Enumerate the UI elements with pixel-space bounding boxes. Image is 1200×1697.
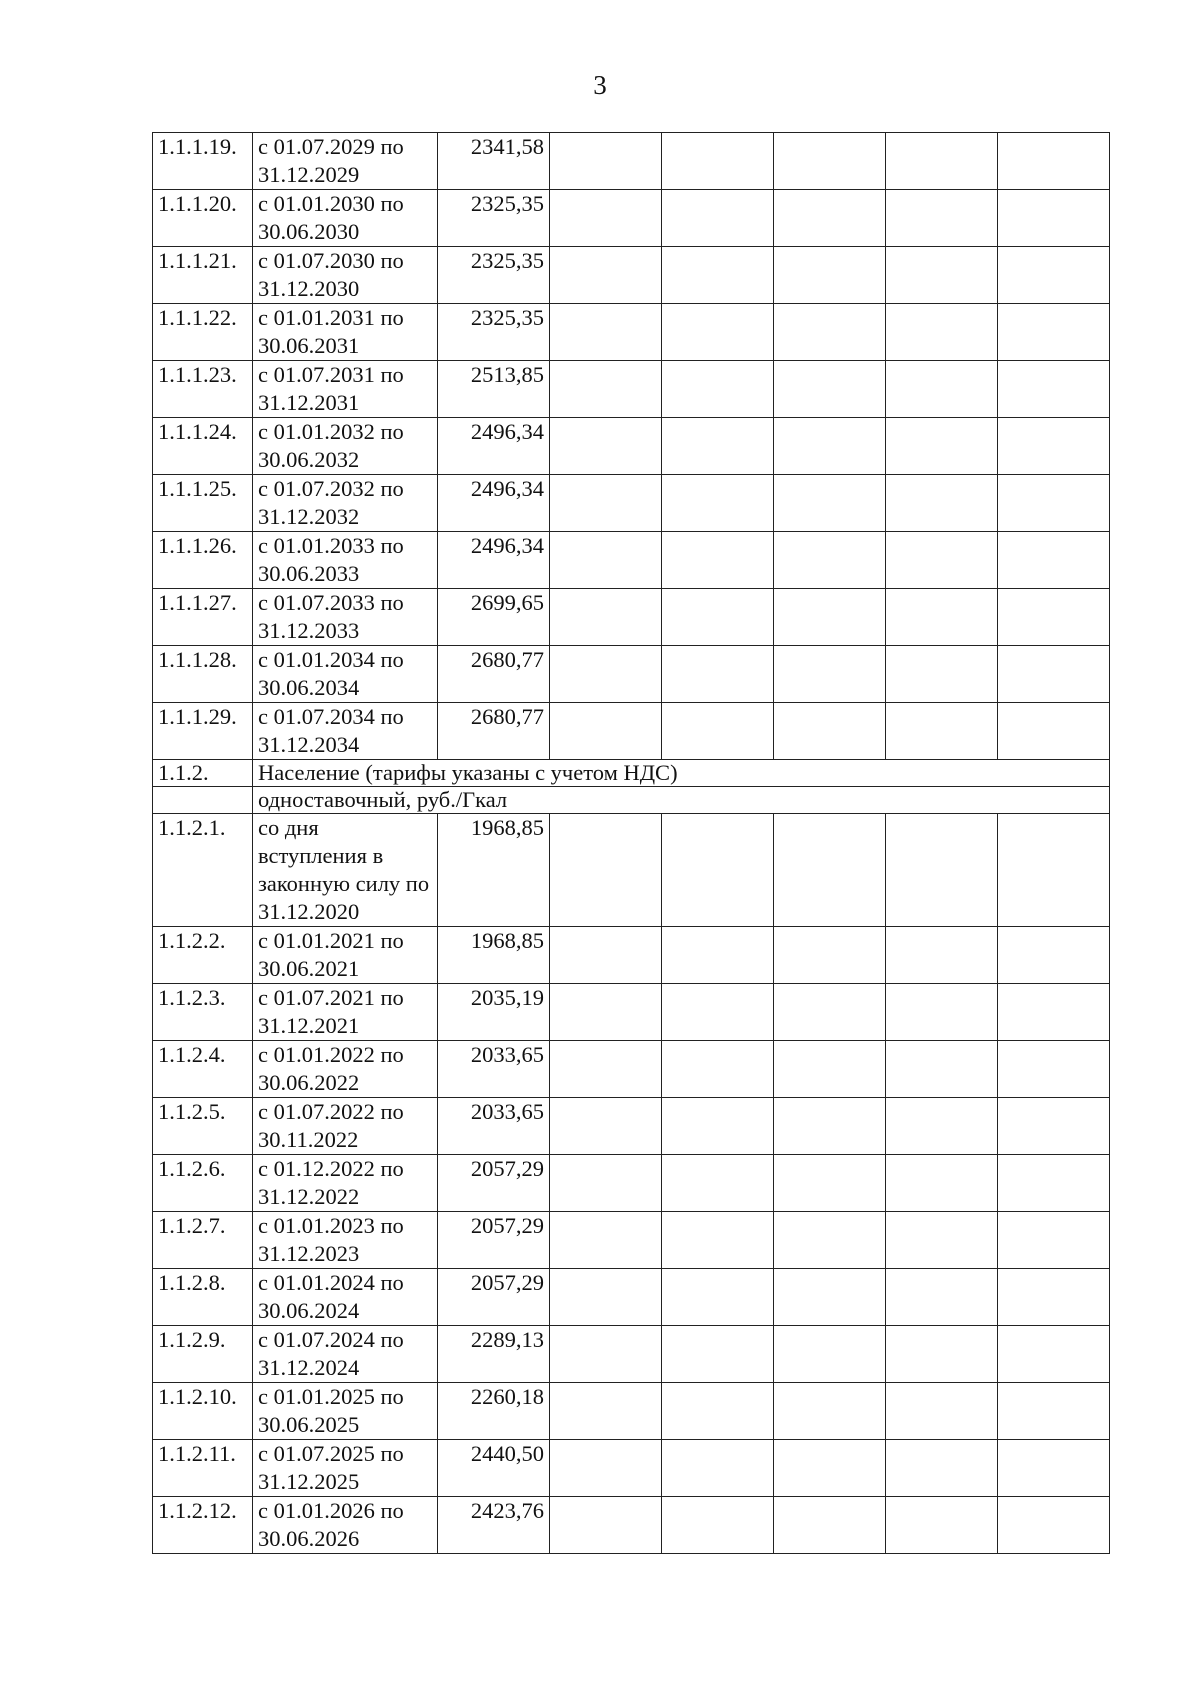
empty-cell	[774, 1497, 886, 1554]
table-row	[153, 418, 1110, 475]
row-value: 2057,29	[438, 1269, 550, 1326]
page-number: 3	[593, 70, 607, 100]
empty-cell	[998, 1497, 1110, 1554]
row-value: 2033,65	[438, 1098, 550, 1155]
empty-cell	[774, 190, 886, 247]
row-period: с 01.07.2021 по 31.12.2021	[253, 984, 438, 1041]
empty-cell	[998, 247, 1110, 304]
empty-cell	[662, 1383, 774, 1440]
empty-cell	[774, 703, 886, 760]
table-row	[153, 475, 1110, 532]
tariff-rows-part-a	[153, 133, 1110, 760]
row-value: 2035,19	[438, 984, 550, 1041]
table-row	[153, 1497, 1110, 1554]
empty-cell	[774, 646, 886, 703]
row-period: с 01.07.2031 по 31.12.2031	[253, 361, 438, 418]
empty-cell	[998, 927, 1110, 984]
empty-cell	[774, 247, 886, 304]
row-period: с 01.07.2030 по 31.12.2030	[253, 247, 438, 304]
empty-cell	[998, 133, 1110, 190]
empty-cell	[998, 1041, 1110, 1098]
empty-cell	[550, 133, 662, 190]
row-value: 2423,76	[438, 1497, 550, 1554]
empty-cell	[998, 190, 1110, 247]
table-row	[153, 1041, 1110, 1098]
empty-cell	[998, 1383, 1110, 1440]
row-period: с 01.01.2026 по 30.06.2026	[253, 1497, 438, 1554]
row-value: 2699,65	[438, 589, 550, 646]
row-value: 2325,35	[438, 190, 550, 247]
empty-cell	[662, 304, 774, 361]
empty-cell	[662, 418, 774, 475]
empty-cell	[550, 361, 662, 418]
empty-cell	[662, 532, 774, 589]
table-row	[153, 1383, 1110, 1440]
empty-cell	[550, 927, 662, 984]
row-value: 2325,35	[438, 247, 550, 304]
row-value: 2260,18	[438, 1383, 550, 1440]
table-row	[153, 814, 1110, 927]
empty-cell	[886, 589, 998, 646]
empty-cell	[998, 984, 1110, 1041]
empty-cell	[550, 1326, 662, 1383]
empty-cell	[774, 1269, 886, 1326]
empty-cell	[886, 814, 998, 927]
empty-cell	[550, 703, 662, 760]
row-number: 1.1.1.29.	[153, 703, 253, 760]
row-value: 2341,58	[438, 133, 550, 190]
row-value: 2496,34	[438, 475, 550, 532]
empty-cell	[886, 927, 998, 984]
empty-cell	[662, 589, 774, 646]
row-number: 1.1.1.23.	[153, 361, 253, 418]
empty-cell	[774, 984, 886, 1041]
empty-cell	[774, 1098, 886, 1155]
empty-cell	[774, 361, 886, 418]
table-row	[153, 1440, 1110, 1497]
row-value: 2680,77	[438, 646, 550, 703]
empty-cell	[886, 646, 998, 703]
empty-cell	[886, 1269, 998, 1326]
empty-cell	[662, 1497, 774, 1554]
empty-cell	[886, 1098, 998, 1155]
empty-cell	[550, 1212, 662, 1269]
row-value: 2033,65	[438, 1041, 550, 1098]
empty-cell	[998, 1269, 1110, 1326]
empty-cell	[774, 1212, 886, 1269]
empty-cell	[998, 703, 1110, 760]
row-number: 1.1.1.19.	[153, 133, 253, 190]
row-period: с 01.07.2024 по 31.12.2024	[253, 1326, 438, 1383]
tariff-rows-part-b	[153, 927, 1110, 1554]
empty-cell	[886, 133, 998, 190]
row-number: 1.1.2.11.	[153, 1440, 253, 1497]
table-row	[153, 361, 1110, 418]
table-row	[153, 532, 1110, 589]
empty-cell	[774, 814, 886, 927]
row-period: с 01.12.2022 по 31.12.2022	[253, 1155, 438, 1212]
row-period: с 01.01.2025 по 30.06.2025	[253, 1383, 438, 1440]
row-number: 1.1.1.20.	[153, 190, 253, 247]
empty-cell	[774, 1041, 886, 1098]
empty-cell	[998, 418, 1110, 475]
empty-cell	[886, 1383, 998, 1440]
row-value: 2680,77	[438, 703, 550, 760]
row-number: 1.1.2.2.	[153, 927, 253, 984]
empty-cell	[774, 589, 886, 646]
empty-cell	[662, 1326, 774, 1383]
empty-cell	[886, 1155, 998, 1212]
row-number: 1.1.1.21.	[153, 247, 253, 304]
empty-cell	[774, 1440, 886, 1497]
table-row	[153, 133, 1110, 190]
row-period: с 01.01.2034 по 30.06.2034	[253, 646, 438, 703]
empty-cell	[998, 1212, 1110, 1269]
empty-cell	[662, 927, 774, 984]
row-value: 2513,85	[438, 361, 550, 418]
empty-cell	[998, 1098, 1110, 1155]
table-row	[153, 1155, 1110, 1212]
empty-cell	[662, 133, 774, 190]
empty-cell	[550, 1098, 662, 1155]
empty-cell	[662, 646, 774, 703]
empty-cell	[550, 1440, 662, 1497]
empty-cell	[550, 418, 662, 475]
row-number: 1.1.2.12.	[153, 1497, 253, 1554]
empty-cell	[662, 361, 774, 418]
empty-cell	[774, 1326, 886, 1383]
empty-cell	[550, 646, 662, 703]
empty-cell	[662, 475, 774, 532]
row-number: 1.1.1.22.	[153, 304, 253, 361]
empty-cell	[886, 1041, 998, 1098]
empty-cell	[998, 304, 1110, 361]
empty-cell	[998, 814, 1110, 927]
row-number: 1.1.2.10.	[153, 1383, 253, 1440]
row-number: 1.1.2.4.	[153, 1041, 253, 1098]
empty-cell	[550, 814, 662, 927]
empty-cell	[886, 1497, 998, 1554]
row-value: 2057,29	[438, 1212, 550, 1269]
empty-cell	[662, 1155, 774, 1212]
empty-cell	[886, 1212, 998, 1269]
empty-cell	[774, 532, 886, 589]
empty-cell	[774, 304, 886, 361]
table-row	[153, 1212, 1110, 1269]
section-header	[153, 760, 1110, 927]
table-row	[153, 703, 1110, 760]
tariff-table	[152, 132, 1110, 1554]
table-row	[153, 190, 1110, 247]
empty-cell	[774, 418, 886, 475]
empty-cell	[998, 1440, 1110, 1497]
section-subtitle: одноставочный, руб./Гкал	[253, 787, 1110, 814]
empty-cell	[550, 190, 662, 247]
row-period: с 01.07.2034 по 31.12.2034	[253, 703, 438, 760]
row-number: 1.1.2.7.	[153, 1212, 253, 1269]
row-period: с 01.01.2030 по 30.06.2030	[253, 190, 438, 247]
empty-cell	[998, 1155, 1110, 1212]
row-value: 2325,35	[438, 304, 550, 361]
empty-cell	[774, 927, 886, 984]
empty-cell	[886, 361, 998, 418]
empty-cell	[550, 1269, 662, 1326]
empty-cell	[998, 1326, 1110, 1383]
row-value: 2440,50	[438, 1440, 550, 1497]
empty-cell	[550, 1155, 662, 1212]
row-period: с 01.01.2021 по 30.06.2021	[253, 927, 438, 984]
empty-cell	[998, 589, 1110, 646]
empty-cell	[550, 532, 662, 589]
row-number: 1.1.2.9.	[153, 1326, 253, 1383]
empty-cell	[662, 190, 774, 247]
empty-cell	[886, 304, 998, 361]
row-number: 1.1.2.1.	[153, 814, 253, 927]
row-period: с 01.07.2033 по 31.12.2033	[253, 589, 438, 646]
empty-cell	[662, 1269, 774, 1326]
table-row	[153, 984, 1110, 1041]
row-period: с 01.01.2033 по 30.06.2033	[253, 532, 438, 589]
table-row	[153, 1098, 1110, 1155]
row-number: 1.1.1.28.	[153, 646, 253, 703]
empty-cell	[886, 984, 998, 1041]
empty-cell	[886, 1440, 998, 1497]
table-row	[153, 589, 1110, 646]
empty-cell	[774, 475, 886, 532]
row-value: 2289,13	[438, 1326, 550, 1383]
empty-cell	[550, 984, 662, 1041]
table-row	[153, 1269, 1110, 1326]
empty-cell	[886, 190, 998, 247]
row-value: 2057,29	[438, 1155, 550, 1212]
row-period: со дня вступления в законную силу по 31.12.2020	[253, 814, 438, 927]
row-period: с 01.07.2025 по 31.12.2025	[253, 1440, 438, 1497]
row-value: 2496,34	[438, 532, 550, 589]
row-value: 2496,34	[438, 418, 550, 475]
empty-cell	[998, 361, 1110, 418]
row-number: 1.1.1.24.	[153, 418, 253, 475]
row-period: с 01.01.2022 по 30.06.2022	[253, 1041, 438, 1098]
table-row	[153, 304, 1110, 361]
empty-cell	[886, 247, 998, 304]
row-number: 1.1.2.3.	[153, 984, 253, 1041]
empty-cell	[886, 703, 998, 760]
empty-cell	[886, 475, 998, 532]
table-row	[153, 247, 1110, 304]
row-number: 1.1.2.5.	[153, 1098, 253, 1155]
table-row	[153, 1326, 1110, 1383]
empty-cell	[886, 418, 998, 475]
empty-cell	[550, 1041, 662, 1098]
section-title: Население (тарифы указаны с учетом НДС)	[253, 760, 1110, 787]
row-period: с 01.07.2029 по 31.12.2029	[253, 133, 438, 190]
empty-cell	[550, 589, 662, 646]
section-number-blank	[153, 787, 253, 814]
table-row	[153, 646, 1110, 703]
empty-cell	[662, 247, 774, 304]
empty-cell	[998, 646, 1110, 703]
row-period: с 01.07.2032 по 31.12.2032	[253, 475, 438, 532]
empty-cell	[662, 984, 774, 1041]
row-value: 1968,85	[438, 927, 550, 984]
empty-cell	[998, 532, 1110, 589]
row-period: с 01.07.2022 по 30.11.2022	[253, 1098, 438, 1155]
empty-cell	[662, 1041, 774, 1098]
row-number: 1.1.1.25.	[153, 475, 253, 532]
empty-cell	[998, 475, 1110, 532]
empty-cell	[886, 1326, 998, 1383]
empty-cell	[662, 814, 774, 927]
row-period: с 01.01.2023 по 31.12.2023	[253, 1212, 438, 1269]
row-number: 1.1.1.27.	[153, 589, 253, 646]
empty-cell	[550, 1383, 662, 1440]
row-period: с 01.01.2031 по 30.06.2031	[253, 304, 438, 361]
row-value: 1968,85	[438, 814, 550, 927]
table-row	[153, 927, 1110, 984]
row-number: 1.1.1.26.	[153, 532, 253, 589]
section-number: 1.1.2.	[153, 760, 253, 787]
empty-cell	[662, 1098, 774, 1155]
empty-cell	[774, 133, 886, 190]
empty-cell	[550, 1497, 662, 1554]
empty-cell	[550, 475, 662, 532]
empty-cell	[550, 304, 662, 361]
empty-cell	[774, 1383, 886, 1440]
row-number: 1.1.2.8.	[153, 1269, 253, 1326]
row-period: с 01.01.2032 по 30.06.2032	[253, 418, 438, 475]
row-period: с 01.01.2024 по 30.06.2024	[253, 1269, 438, 1326]
row-number: 1.1.2.6.	[153, 1155, 253, 1212]
empty-cell	[550, 247, 662, 304]
empty-cell	[662, 1440, 774, 1497]
empty-cell	[662, 1212, 774, 1269]
empty-cell	[886, 532, 998, 589]
empty-cell	[662, 703, 774, 760]
empty-cell	[774, 1155, 886, 1212]
